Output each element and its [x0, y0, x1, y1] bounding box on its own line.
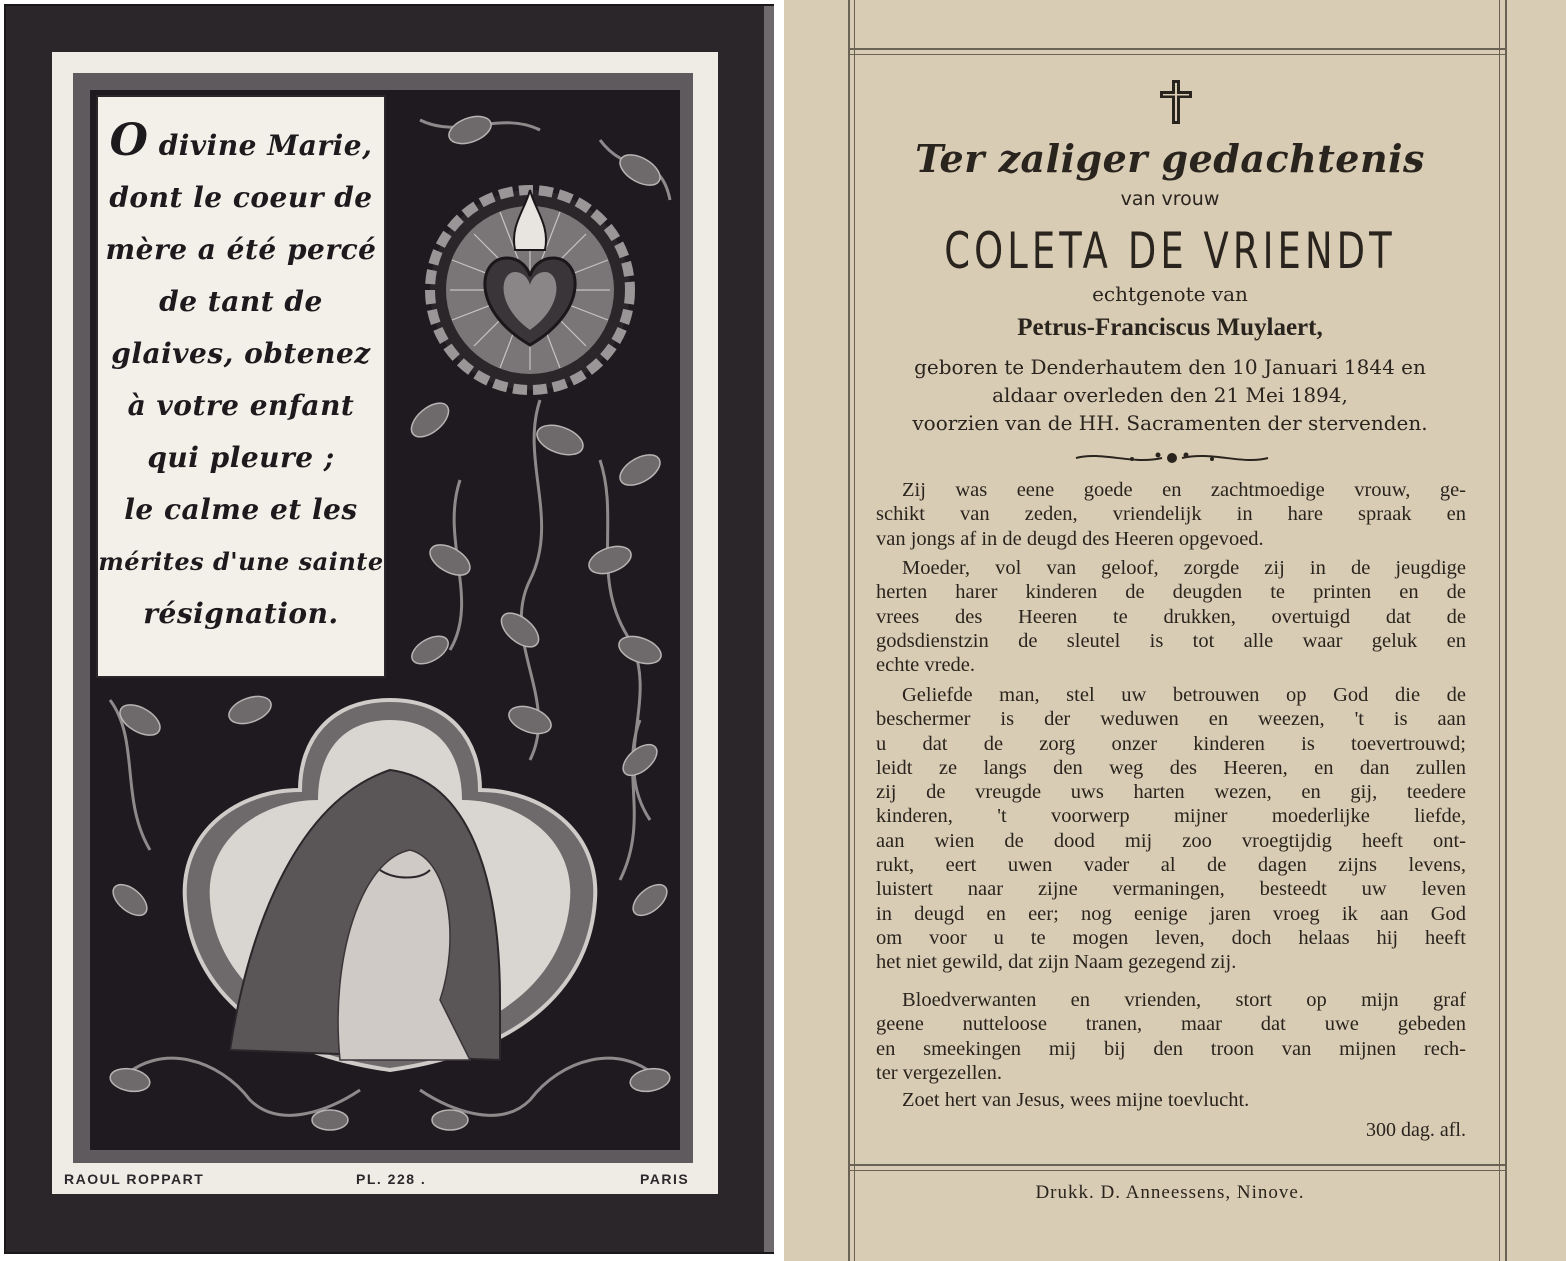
paragraph-line: Geliefde man, stel uw betrouwen op God die de [902, 684, 1466, 706]
paragraph-line: ter vergezellen. [876, 1061, 1002, 1084]
top-rule [848, 48, 1507, 50]
prayer-line: O divine Marie, [109, 115, 373, 166]
prayer-line: qui pleure ; [147, 441, 335, 474]
prayer-text [98, 115, 383, 640]
paragraph-line: vrees des Heeren te drukken, overtuigd dat de [876, 605, 1466, 628]
indulgence-note: 300 dag. afl. [1366, 1119, 1466, 1141]
paragraph-line: zij de vreugde uws harten wezen, en gij, teedere [876, 781, 1466, 804]
paragraph-line: en smeekingen mij bij den troon van mijnen rech- [876, 1037, 1466, 1060]
printer-credit: Drukk. D. Anneessens, Ninove. [1035, 1182, 1305, 1203]
flourish-divider-icon [1072, 447, 1272, 473]
paragraph-line: herten harer kinderen de deugden te printen en de [876, 581, 1466, 604]
paragraph-line: Moeder, vol van geloof, zorgde zij in de jeugdige [902, 557, 1466, 579]
paragraph-line: Zij was eene goede en zachtmoedige vrouw, ge- [902, 479, 1466, 501]
birth-line: geboren te Denderhautem den 10 Januari 1844 en [914, 355, 1426, 379]
paragraph-line: kinderen, 't voorwerp mijner moederlijke liefde, [876, 805, 1466, 828]
memorial-paragraph-2 [876, 556, 1466, 677]
deceased-name: COLETA DE VRIENDT [944, 222, 1396, 280]
memorial-invocation [876, 1088, 1466, 1112]
paragraph-line: aan wien de dood mij zoo vroegtijdig heeft ont- [876, 829, 1466, 852]
prayer-line: dont le coeur de [109, 181, 373, 214]
paragraph-line: om voor u te mogen leven, doch helaas hij heeft [876, 926, 1466, 949]
paragraph-line: leidt ze langs den weg des Heeren, en dan zullen [876, 756, 1466, 779]
leaf-icon [445, 111, 495, 149]
memorial-subheading: van vrouw [1120, 188, 1220, 210]
right-rule-inner [1499, 0, 1500, 1261]
bottom-rule-inner [848, 1170, 1507, 1171]
prayer-line: de tant de [159, 285, 323, 318]
paragraph-line: Zoet hert van Jesus, wees mijne toevlucht. [902, 1089, 1250, 1111]
imprint-plate-number: PL. 228 . [356, 1171, 427, 1187]
paragraph-line: rukt, eert uwen vader al de dagen zijns levens, [876, 854, 1466, 877]
paragraph-line: schikt van zeden, vriendelijk in hare spraak en [876, 503, 1466, 526]
paragraph-line: in deugd en eer; nog eenige jaren vroeg ik aan God [876, 902, 1466, 925]
top-rule-inner [848, 54, 1507, 55]
sacred-heart-icon [430, 190, 630, 390]
prayer-line: à votre enfant [127, 389, 355, 422]
prayer-line: glaives, obtenez [111, 337, 371, 370]
prayer-line: mère a été percé [105, 233, 377, 266]
paragraph-line: godsdienstzin de sleutel is tot alle waar geluk en [876, 629, 1466, 652]
memorial-card-front [0, 0, 782, 1261]
prayer-text-panel [96, 95, 386, 678]
prayer-line: mérites d'une sainte [98, 547, 384, 576]
spouse-name: Petrus-Franciscus Muylaert, [1017, 314, 1323, 341]
memorial-heading: Ter zaliger gedachtenis [915, 136, 1425, 181]
paragraph-line: beschermer is der weduwen en weezen, 't is aan [876, 708, 1466, 731]
memorial-paragraph-1 [876, 478, 1466, 551]
bottom-rule [848, 1164, 1507, 1166]
paragraph-line: van jongs af in de deugd des Heeren opgevoed. [876, 527, 1264, 550]
death-line: aldaar overleden den 21 Mei 1894, [992, 383, 1348, 407]
paragraph-line: luistert naar zijne vermaningen, besteedt uw leven [876, 878, 1466, 901]
paragraph-line: u dat de zorg onzer kinderen is toevertrouwd; [876, 732, 1466, 755]
prayer-line: le calme et les [124, 493, 358, 526]
imprint-publisher: RAOUL ROPPART [64, 1171, 205, 1187]
paragraph-line: het niet gewild, dat zijn Naam gezegend zij. [876, 951, 1237, 974]
paragraph-line: Bloedverwanten en vrienden, stort op mijn graf [902, 989, 1466, 1011]
sacraments-line: voorzien van de HH. Sacramenten der stervenden. [912, 411, 1428, 435]
cross-icon [1158, 80, 1194, 128]
imprint-city: PARIS [640, 1171, 690, 1187]
right-rule-outer [1505, 0, 1507, 1261]
paragraph-line: echte vrede. [876, 654, 976, 677]
memorial-paragraph-3 [876, 683, 1466, 975]
prayer-line: résignation. [143, 597, 339, 630]
madonna-portrait-icon [185, 700, 596, 1070]
paragraph-line: geene nutteloose tranen, maar dat uwe gebeden [876, 1013, 1466, 1036]
spouse-label: echtgenote van [1092, 282, 1248, 306]
memorial-paragraph-4 [876, 988, 1466, 1085]
